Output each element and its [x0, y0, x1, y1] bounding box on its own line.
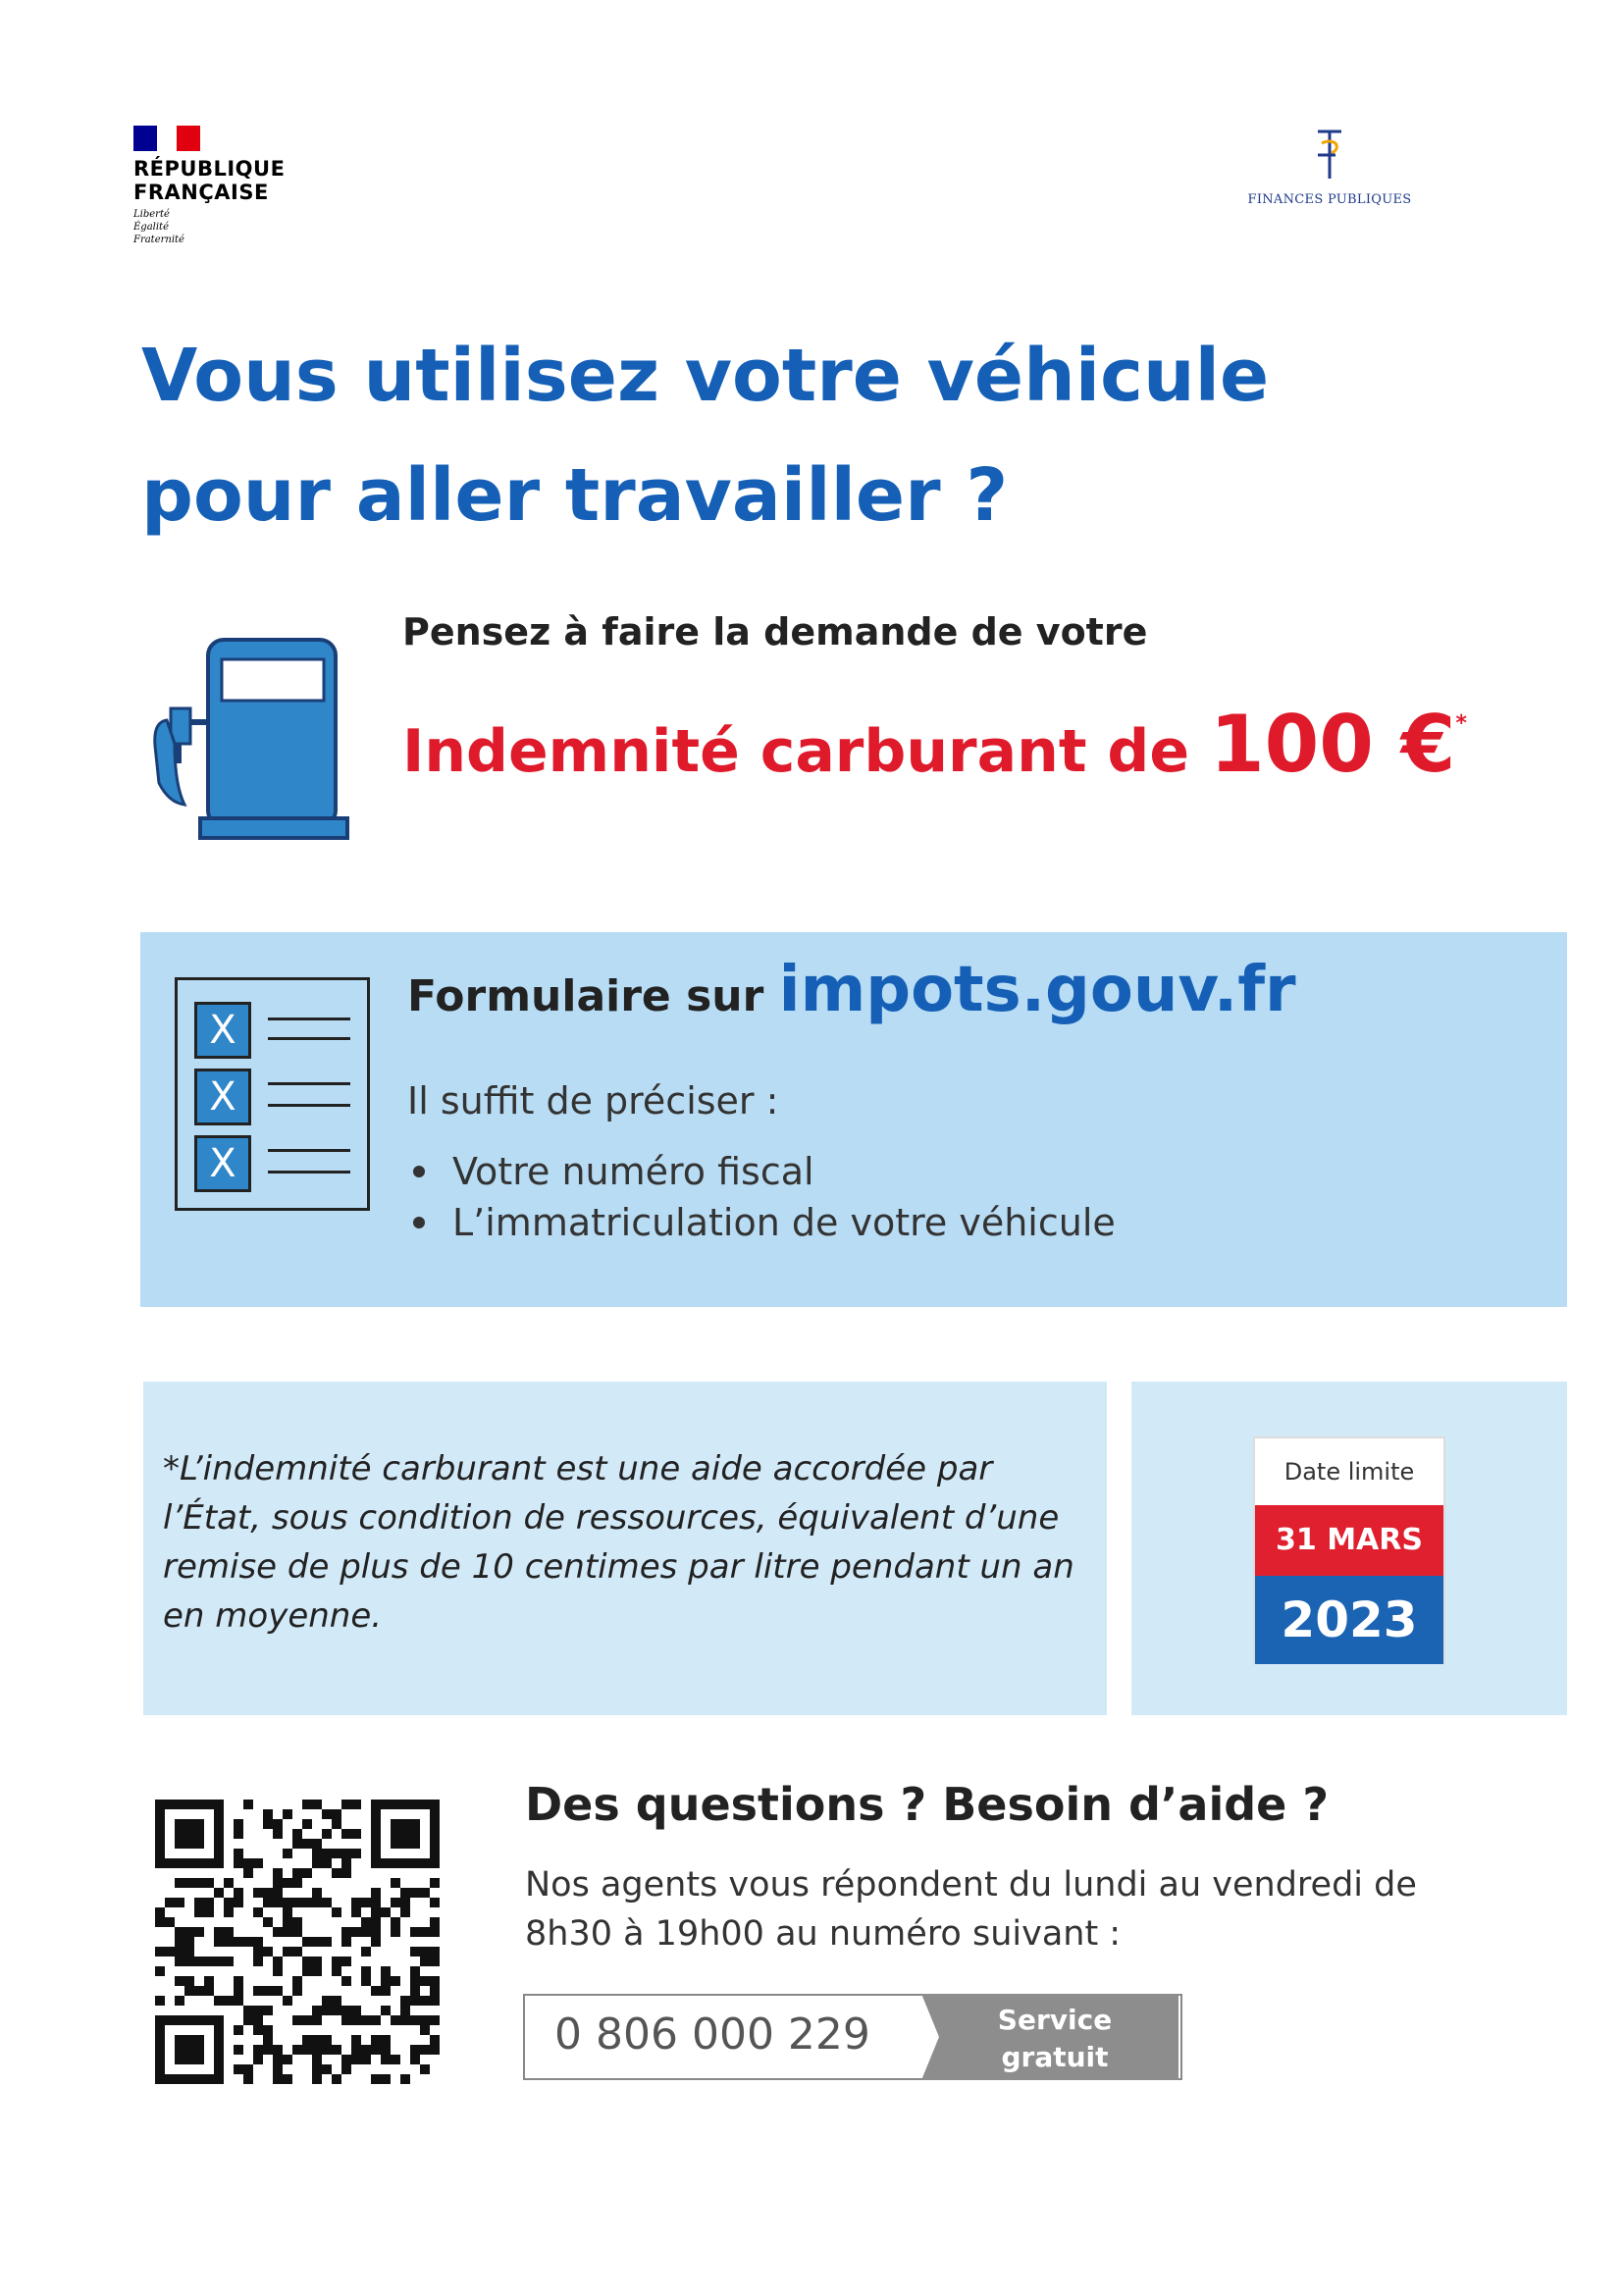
- deadline-year: 2023: [1255, 1576, 1443, 1664]
- list-item: [407, 1197, 1116, 1248]
- list-item-text: L’immatriculation de votre véhicule: [452, 1201, 1116, 1244]
- republique-francaise-logo: [133, 126, 330, 246]
- service-tag-line1: Service gratuit: [997, 2004, 1113, 2073]
- form-title: [407, 954, 1296, 1026]
- help-text: Nos agents vous répondent du lundi au vendredi de 8h30 à 19h00 au numéro suivant :: [525, 1865, 1417, 1954]
- republique-line1: RÉPUBLIQUE: [133, 157, 286, 181]
- french-flag-icon: [133, 126, 200, 151]
- deadline-label: Date limite: [1283, 1458, 1415, 1486]
- page-title: [141, 316, 1515, 555]
- finances-publiques-name: FINANCES PUBLIQUES: [1247, 192, 1412, 207]
- service-tag-line2: + prix appel: [960, 2078, 1150, 2111]
- list-item: [407, 1146, 1116, 1197]
- title-line1: Vous utilisez votre véhicule: [141, 334, 1270, 418]
- fuel-pump-icon: [145, 638, 361, 840]
- deadline-day: 31 MARS: [1255, 1505, 1443, 1576]
- republique-line2: FRANÇAISE: [133, 181, 269, 204]
- deadline-box: [1131, 1382, 1567, 1715]
- bullet-icon: [413, 1217, 425, 1228]
- motto-liberte: Liberté: [133, 209, 170, 220]
- note-box: [143, 1382, 1107, 1715]
- list-item-text: Votre numéro fiscal: [452, 1150, 814, 1193]
- subtitle-main: [402, 699, 1467, 790]
- phone-box[interactable]: [523, 1994, 1182, 2111]
- impots-site-link[interactable]: impots.gouv.fr: [778, 954, 1296, 1026]
- title-line2: pour aller travailler ?: [141, 453, 1009, 538]
- form-info-box: [140, 932, 1567, 1307]
- checklist-icon: [175, 977, 370, 1211]
- finances-publiques-logo: [1227, 126, 1433, 207]
- note-text: *L’indemnité carburant est une aide accordée par l’État, sous condition de ressources, équivalent d’une remise de plus de 10 centimes par litre pendant un an en moyenne.: [163, 1449, 1074, 1636]
- bullet-icon: [413, 1166, 425, 1177]
- checkbox-icon: X: [194, 1069, 251, 1125]
- subtitle-amount: 100 €: [1209, 699, 1456, 790]
- qr-code[interactable]: [155, 1800, 440, 2084]
- motto-egalite: Égalité: [133, 222, 169, 233]
- form-title-prefix: Formulaire sur: [407, 971, 779, 1021]
- form-requirements-list: [407, 1146, 1116, 1248]
- subtitle-main-text: Indemnité carburant de: [402, 717, 1210, 786]
- subtitle-intro: Pensez à faire la demande de votre: [402, 610, 1148, 653]
- phone-number[interactable]: 0 806 000 229: [554, 2009, 870, 2060]
- finances-publiques-mark-icon: [1310, 126, 1349, 184]
- help-title: Des questions ? Besoin d’aide ?: [525, 1778, 1330, 1831]
- service-tag-text: [945, 2002, 1165, 2113]
- motto-fraternite: Fraternité: [133, 235, 184, 245]
- checkbox-icon: X: [194, 1002, 251, 1059]
- subtitle-asterisk: *: [1455, 711, 1467, 736]
- deadline-card: [1253, 1436, 1445, 1664]
- form-intro: Il suffit de préciser :: [407, 1079, 779, 1122]
- checkbox-icon: X: [194, 1135, 251, 1192]
